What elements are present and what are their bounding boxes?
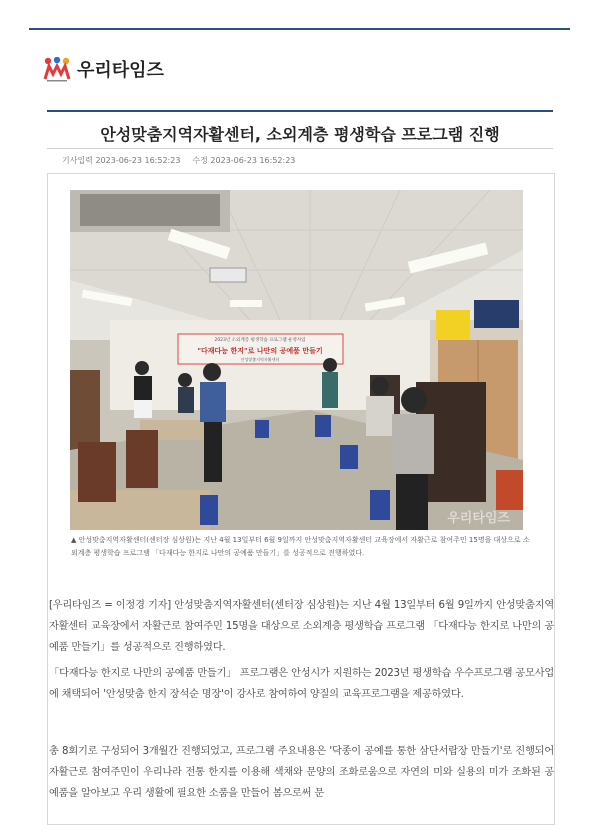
top-rule (29, 28, 570, 30)
banner-main-text: "다재다능 한지"로 나만의 공예품 만들기 (197, 347, 323, 355)
article-meta (62, 155, 295, 166)
registered-date: 기사입력 2023-06-23 16:52:23 (62, 156, 181, 165)
section-rule (47, 110, 553, 112)
meta-rule (47, 148, 553, 149)
photo-watermark: 우리타임즈 (447, 511, 510, 526)
article-title: 안성맞춤지역자활센터, 소외계층 평생학습 프로그램 진행 (100, 125, 500, 144)
paragraph-3: 총 8회기로 구성되어 3개월간 진행되었고, 프로그램 주요내용은 '닥종이 공예를 통한 삼단서랍장 만들기'로 진행되어 자활근로 참여주민이 우리나라 전통 한지를 이용해 색채와 문양의 조화로움으로 자연의 미와 실용의 미가 조화된 공예품을 알아보고 우리 생활에 필요한 소품을 만들어 봄으로써 문 (49, 746, 554, 799)
paragraph-1: [우리타임즈 = 이정경 기자] 안성맞춤지역자활센터(센터장 심상원)는 지난 4월 13일부터 6월 9일까지 안성맞춤지역자활센터 교육장에서 자활근로 참여주민 15명을 대상으로 소외계층 평생학습 프로그램 「다재다능 한지로 나만의 공예품 만들기」를 성공적으로 진행하였다. (49, 600, 554, 653)
site-logo[interactable] (43, 56, 164, 82)
modified-date: 수정 2023-06-23 16:52:23 (192, 156, 296, 165)
paragraph-2: 「다재다능 한지로 나만의 공예품 만들기」 프로그램은 안성시가 지원하는 2023년 평생학습 우수프로그램 공모사업에 채택되어 '안성맞춤 한지 장석순 명장'이 강사로 참여하여 양질의 교육프로그램을 제공하였다. (49, 668, 554, 700)
logo-mark-icon (43, 57, 71, 81)
article-photo[interactable] (70, 190, 523, 530)
banner-small-text: 2023년 소외계층 평생학습 프로그램 운영사업 (214, 338, 306, 343)
logo-text: 우리타임즈 (77, 60, 164, 81)
photo-caption: ▲ 안성맞춤지역자활센터(센터장 심상원)는 지난 4월 13일부터 6월 9일까지 안성맞춤지역자활센터 교육장에서 자활근로 참여주민 15명을 대상으로 소외계층 평생학습 프로그램 「다재다능 한지로 나만의 공예품 만들기」를 성공적으로 진행하였다. (71, 536, 530, 557)
banner-org-text: 안성맞춤지역자활센터 (240, 357, 280, 362)
